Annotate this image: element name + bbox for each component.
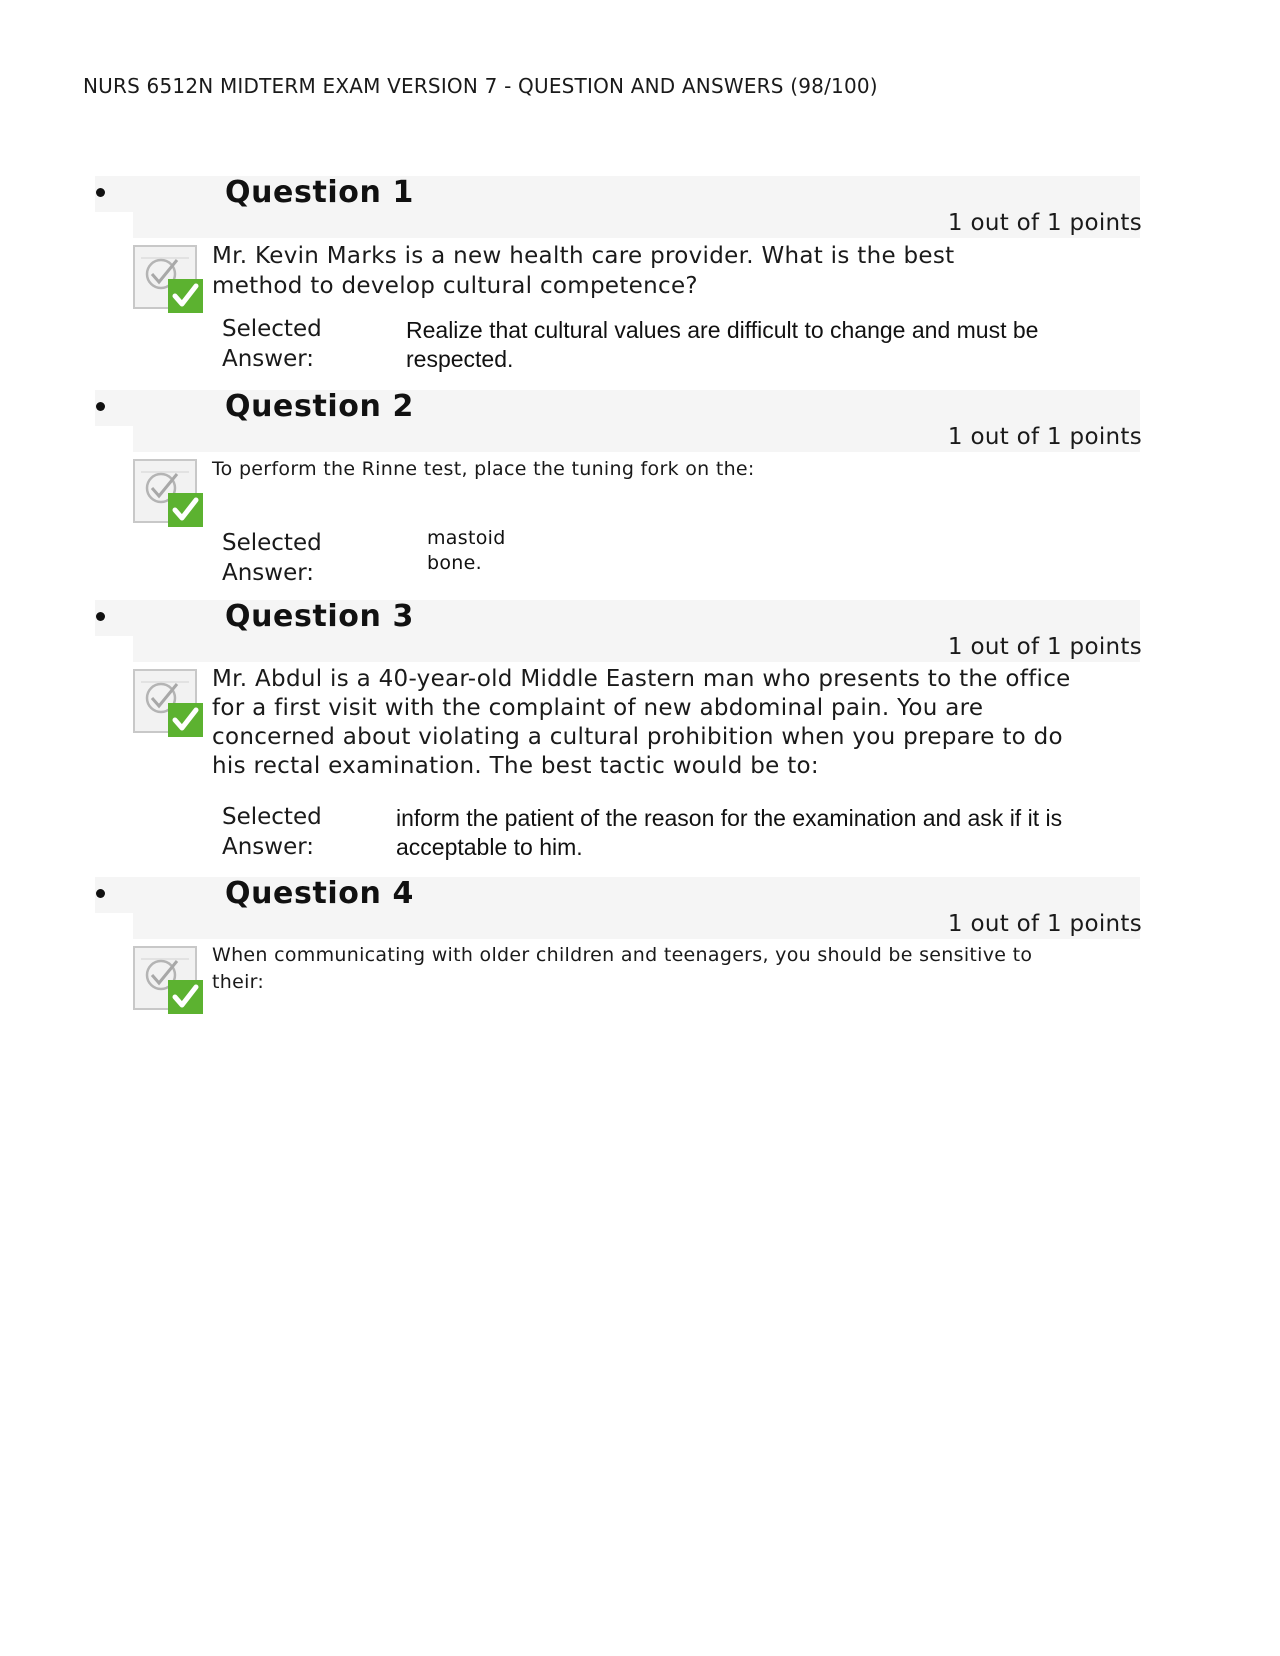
question-points: 1 out of 1 points <box>947 634 1142 660</box>
correct-answer-checkmark-icon <box>133 244 205 314</box>
question-points: 1 out of 1 points <box>947 424 1142 450</box>
selected-answer-text: Realize that cultural values are difficult to change and must be respected. <box>406 317 1039 372</box>
question-title: Question 4 <box>225 876 414 911</box>
selected-answer-label: Selected Answer: <box>222 804 322 860</box>
bullet <box>96 402 105 411</box>
bullet <box>96 612 105 621</box>
question-text: When communicating with older children and teenagers, you should be sensitive to their: <box>212 944 1033 993</box>
question-title: Question 1 <box>225 175 414 210</box>
correct-answer-checkmark-icon <box>133 945 205 1015</box>
question-points: 1 out of 1 points <box>947 210 1142 236</box>
selected-answer-label: Selected Answer: <box>222 316 322 372</box>
bullet <box>96 889 105 898</box>
selected-answer-label: Selected Answer: <box>222 530 322 586</box>
selected-answer-text: inform the patient of the reason for the examination and ask if it is acceptable to him. <box>396 805 1063 860</box>
selected-answer-text: mastoid bone. <box>427 527 506 574</box>
question-text: Mr. Abdul is a 40-year-old Middle Eastern man who presents to the office for a first visit with the complaint of new abdominal pain. You are concerned about violating a cultural prohibition when you prepare to do his rectal examination. The best tactic would be to: <box>212 666 1071 779</box>
document-title: NURS 6512N MIDTERM EXAM VERSION 7 - QUESTION AND ANSWERS (98/100) <box>83 74 878 98</box>
bullet <box>96 188 105 197</box>
question-points: 1 out of 1 points <box>947 911 1142 937</box>
question-title: Question 2 <box>225 389 414 424</box>
correct-answer-checkmark-icon <box>133 668 205 738</box>
question-title: Question 3 <box>225 599 414 634</box>
question-text: Mr. Kevin Marks is a new health care provider. What is the best method to develop cultural competence? <box>212 243 955 299</box>
question-text: To perform the Rinne test, place the tuning fork on the: <box>212 458 755 480</box>
correct-answer-checkmark-icon <box>133 458 205 528</box>
